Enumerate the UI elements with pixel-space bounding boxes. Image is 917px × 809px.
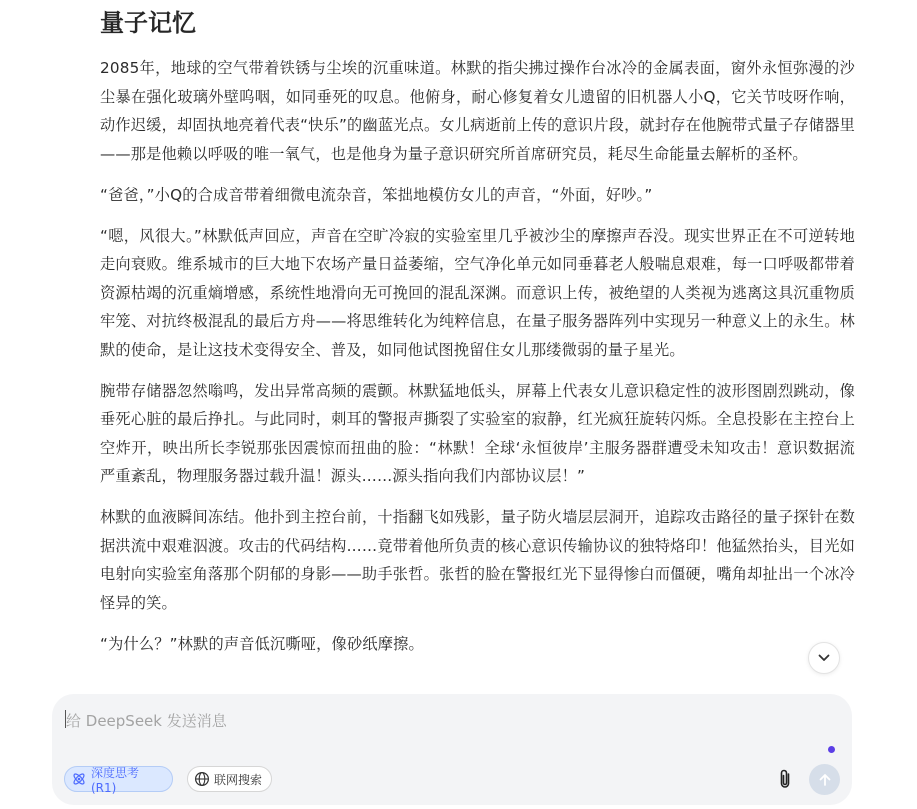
scroll-to-bottom-button[interactable] xyxy=(808,642,840,674)
message-paragraph-3: “嗯，风很大。”林默低声回应，声音在空旷冷寂的实验室里几乎被沙尘的摩擦声吞没。现实世界正在不可逆转地走向衰败。维系城市的巨大地下农场产量日益萎缩，空气净化单元如同垂暮老人般喘息艰难，每一口呼吸都带着资源枯竭的沉重熵增感，系统性地滑向无可挽回的混乱深渊。而意识上传，被绝望的人类视为逃离这具沉重物质牢笼、对抗终极混乱的最后方舟——将思维转化为纯粹信息，在量子服务器阵列中实现另一种意义上的永生。林默的使命，是让这技术变得安全、普及，如同他试图挽留住女儿那缕微弱的量子星光。 xyxy=(100,226,855,359)
web-search-label: 联网搜索 xyxy=(214,772,263,787)
send-button[interactable] xyxy=(809,764,840,795)
message-title: 量子记忆 xyxy=(100,9,196,37)
arrow-up-icon xyxy=(817,772,833,788)
message-paragraph-2: “爸爸，”小Q的合成音带着细微电流杂音，笨拙地模仿女儿的声音，“外面，好吵。” xyxy=(100,185,653,204)
text-caret xyxy=(65,710,66,728)
message-paragraph-1: 2085年，地球的空气带着铁锈与尘埃的沉重味道。林默的指尖拂过操作台冰冷的金属表面，窗外永恒弥漫的沙尘暴在强化玻璃外壁呜咽，如同垂死的叹息。他俯身，耐心修复着女儿遗留的旧机器人小Q，它关节吱呀作响，动作迟缓，却固执地亮着代表“快乐”的幽蓝光点。女儿病逝前上传的意识片段，就封存在他腕带式量子存储器里——那是他赖以呼吸的唯一氧气，也是他身为量子意识研究所首席研究员，耗尽生命能量去解析的圣杯。 xyxy=(100,59,855,163)
web-search-toggle[interactable] xyxy=(187,766,272,792)
chat-message xyxy=(100,0,855,658)
message-paragraph-6: “为什么？”林默的声音低沉嘶哑，像砂纸摩擦。 xyxy=(100,634,424,653)
message-paragraph-5: 林默的血液瞬间冻结。他扑到主控台前，十指翻飞如残影，量子防火墙层层洞开，追踪攻击路径的量子探针在数据洪流中艰难泅渡。攻击的代码结构……竟带着他所负责的核心意识传输协议的独特烙印！他猛然抬头，目光如电射向实验室角落那个阴郁的身影——助手张哲。张哲的脸在警报红光下显得惨白而僵硬，嘴角却扯出一个冰冷怪异的笑。 xyxy=(100,508,855,612)
atom-icon xyxy=(71,771,87,787)
chevron-down-icon xyxy=(817,651,831,665)
paperclip-icon xyxy=(776,768,794,790)
deep-think-label: 深度思考 (R1) xyxy=(91,765,140,795)
message-composer xyxy=(52,694,852,805)
globe-icon xyxy=(194,771,210,787)
message-input[interactable] xyxy=(66,707,826,735)
attach-file-button[interactable] xyxy=(772,766,798,792)
deep-think-toggle[interactable] xyxy=(64,765,173,795)
status-dot xyxy=(828,746,835,753)
message-paragraph-4: 腕带存储器忽然嗡鸣，发出异常高频的震颤。林默猛地低头，屏幕上代表女儿意识稳定性的波形图剧烈跳动，像垂死心脏的最后挣扎。与此同时，刺耳的警报声撕裂了实验室的寂静，红光疯狂旋转闪烁。全息投影在主控台上空炸开，映出所长李锐那张因震惊而扭曲的脸：“林默！全球‘永恒彼岸’主服务器群遭受未知攻击！意识数据流严重紊乱，物理服务器过载升温！源头……源头指向我们内部协议层！” xyxy=(100,381,855,485)
